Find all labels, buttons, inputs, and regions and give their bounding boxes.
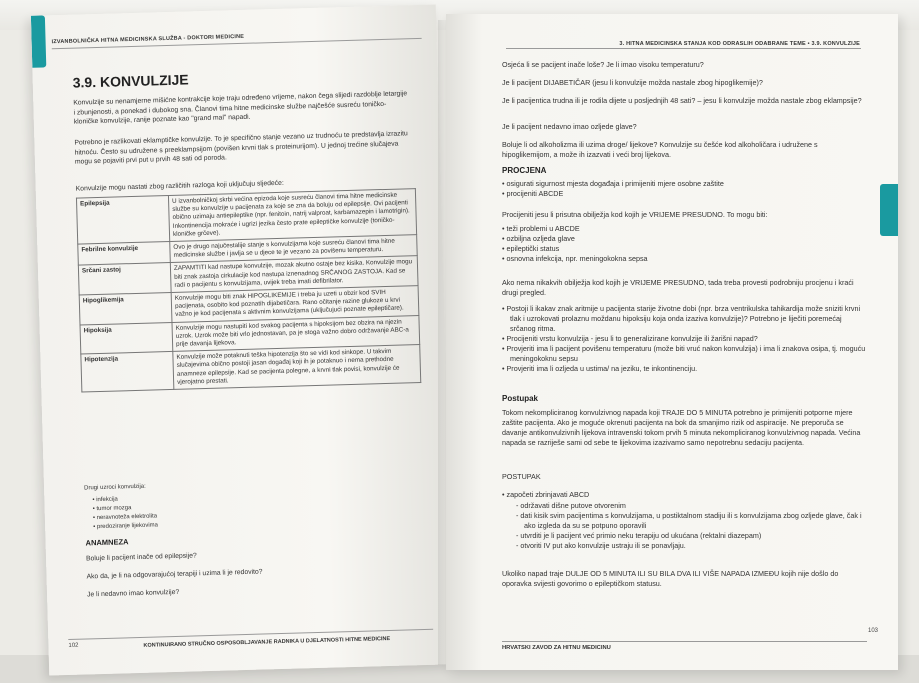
table-intro: Konvulzije mogu nastati zbog različitih razloga koji uključuju sljedeće: (75, 179, 284, 193)
history-question: Je li pacijent DIJABETIČAR (jesu li konvulzije možda nastale zbog hipoglikemije)? (502, 78, 763, 87)
running-head-left: IZVANBOLNIČKA HITNA MEDICINSKA SLUŽBA - DOKTORI MEDICINE (51, 33, 245, 46)
running-head-right: 3. HITNA MEDICINSKA STANJA KOD ODRASLIH ODABRANE TEME • 3.9. KONVULZIJE (619, 41, 860, 47)
procjena-list (502, 179, 867, 199)
no-presudno-paragraph: Ako nema nikakvih obilježja kod kojih je VRIJEME PRESUDNO, tada treba provesti podrobniju procjenu i kraći drugi pregled. (502, 278, 854, 297)
table-cell-description: Konvulzije mogu nastupiti kod svakog pacijenta s hipoksijom bez obzira na njezin uzrok. Uzrok može biti vrlo jednostavan, pa je stoga važno dobro održavanje ABC-a prije davanja lijekova. (172, 315, 420, 351)
list-item: • ozbiljna ozljeda glave (502, 234, 867, 244)
table-cell-description: ZAPAMTITI kad nastupe konvulzije, mozak akutno ostaje bez kisika. Konvulzije mogu biti znak zastoja cirkulacije kod nastupa iznenadnog SRČANOG ZASTOJA. Kad se radi o pacijentu s konvulzijama, uvijek treba imati defibrilator. (170, 256, 418, 292)
table-cell-description: Ovo je drugo najučestalije stanje s konvulzijama koje susreću članovi tima hitne medicinske službe i javlja se u djece te je vezano za povišenu temperaturu. (170, 235, 418, 263)
other-causes-label: Drugi uzroci konvulzija: (84, 483, 146, 492)
causes-table (76, 188, 421, 392)
procjena-heading: PROCJENA (502, 166, 547, 175)
table-cell-cause: Hipoksija (80, 322, 173, 354)
postupak2-list (502, 490, 867, 500)
list-item: - utvrditi je li pacijent već primio neku terapiju od ukućana (rektalni diazepam) (516, 531, 866, 541)
history-question: Osjeća li se pacijent inače loše? Je li imao visoku temperaturu? (502, 60, 704, 69)
table-row (81, 345, 421, 392)
table-cell-cause: Srčani zastoj (78, 263, 171, 295)
list-item: • infekcija (92, 494, 157, 505)
list-item: • Procijeniti vrstu konvulzija - jesu li to generalizirane konvulzije ili žarišni napad? (502, 334, 867, 344)
presudno-intro: Procijeniti jesu li prisutna obilježja kod kojih je VRIJEME PRESUDNO. To mogu biti: (502, 210, 768, 219)
list-item: - dati kisik svim pacijentima s konvulzijama, u postiktalnom stadiju ili s konvulzijama zbog ozljede glave, čak i ako izgleda da su se potpuno oporavili (516, 511, 866, 531)
intro-paragraph: Konvulzije su nenamjerne mišićne kontrakcije koje traju određeno vrijeme, nakon čega slijedi razdoblje letargije i zbunjenosti, a ponekad i dubokog sna. Članovi tima hitne medicinske službe najčešće susreću toničko- kloničke konvulzije, ranije poznate kao "grand mal" napadi. (73, 90, 408, 126)
footer-right: HRVATSKI ZAVOD ZA HITNU MEDICINU (502, 645, 611, 651)
table-cell-description: U izvanbolničkoj skrbi većina epizoda koje susreću članovi tima hitne medicinske službe su konvulzije u pacijenata za koje se zna da boluju od epilepsije. Ovi pacijenti obično uzimaju antiepileptike (npr. fenitoin, natrij valproat, karbamazepin i lamotrigin). Inkontinencija mokraće i ugrizi jezika često prate epileptičke konvulzije (toničko- kloničke grčeve). (168, 189, 416, 242)
list-item: - održavati dišne putove otvorenim (516, 501, 866, 511)
page-number-left: 102 (68, 642, 79, 649)
footer-left: KONTINUIRANO STRUČNO OSPOSOBLJAVANJE RADNIKA U DJELATNOSTI HITNE MEDICINE (143, 635, 391, 649)
list-item: • neravnoteža elektrolita (93, 512, 158, 523)
list-item: • započeti zbrinjavati ABCD (502, 490, 867, 500)
page-number-right: 103 (867, 628, 878, 634)
list-item: • Provjeriti ima li pacijent povišenu temperaturu (može biti vruć nakon konvulzija) i ima li znakova osipa, tj. moguću meningokoknu sepsu (502, 344, 867, 364)
closing-paragraph: Ukoliko napad traje DULJE OD 5 MINUTA ILI SU BILA DVA ILI VIŠE NAPADA IZMEĐU kojih nije došlo do oporavka svijesti govorimo o epileptičkom statusu. (502, 569, 839, 588)
eclampsia-paragraph: Potrebno je razlikovati eklamptičke konvulzije. To je specifično stanje vezano uz trudnoću te predstavlja izrazitu hitnoću. Često su udružene s preeklampsijom (povišen krvni tlak s proteinurijom). U jednoj trećine slučajeva mogu se pojaviti prvi put u prvih 48 sati od poroda. (74, 130, 408, 166)
list-item: • osigurati sigurnost mjesta događaja i primijeniti mjere osobne zaštite (502, 179, 867, 189)
history-question: Je li pacijent nedavno imao ozljede glave? (502, 122, 637, 131)
table-cell-description: Konvulzije mogu biti znak HIPOGLIKEMIJE i treba ju uzeti u obzir kod SVIH pacijenata, osobito kod poznatih dijabetičara. Rano očitanje razine glukoze u krvi važno je kod pacijenata s aktivnim konvulzijama (uključujući poznate epileptičare). (171, 286, 419, 322)
section-tab-left (31, 15, 46, 67)
anamneza-question: Boluje li pacijent inače od epilepsije? (85, 552, 197, 563)
postupak-heading: Postupak (502, 394, 539, 403)
list-item: - otvoriti IV put ako konvulzije ustraju ili se ponavljaju. (516, 541, 866, 551)
table-cell-cause: Hipoglikemija (79, 293, 172, 325)
list-item: • procijeniti ABCDE (502, 189, 867, 199)
other-causes-list (92, 494, 158, 532)
anamneza-heading: ANAMNEZA (85, 537, 129, 548)
list-item: • Postoji li ikakav znak aritmije u pacijenta starije životne dobi (npr. brza ventrikulska tahikardija može sniziti krvni tlak i uzrokovati prolaznu moždanu hipoksiju koja onda izaziva konvulzije)? Potrebno je liječiti poremećaj srčanog ritma. (502, 304, 867, 334)
list-item: • osnovna infekcija, npr. meningokokna sepsa (502, 254, 867, 264)
list-item: • teži problemi u ABCDE (502, 224, 867, 234)
postupak-paragraph: Tokom nekompliciranog konvulzivnog napada koji TRAJE DO 5 MINUTA potrebno je primijeniti potporne mjere zaštite pacijenta. Ako je moguće okrenuti pacijenta na bok da smanjimo rizik od aspiracije. Ne preporuča se davanje antikonvulzivnih lijekova intravenski tokom prvih 5 minuta nekompliciranog konvulzivnog napada. Većina napada se razriješe sami od sebe te lijekovima izazivamo samo nepotrebnu sedaciju pacijenta. (502, 408, 861, 447)
anamneza-question: Ako da, je li na odgovarajućoj terapiji i uzima li je redovito? (86, 568, 263, 581)
anamneza-question: Je li nedavno imao konvulzije? (86, 588, 180, 599)
left-page (31, 4, 454, 675)
history-question: Je li pacijentica trudna ili je rodila dijete u posljednjih 48 sati? – jesu li konvulzije možda nastale zbog eklampsije? (502, 96, 862, 105)
list-item: • predoziranje lijekovima (93, 521, 158, 532)
section-tab-right (880, 184, 898, 236)
list-item: • tumor mozga (93, 503, 158, 514)
postupak2-heading: POSTUPAK (502, 472, 541, 481)
table-cell-cause: Epilepsija (76, 196, 169, 245)
right-page (446, 14, 898, 670)
list-item: • Provjeriti ima li ozljeda u ustima/ na jeziku, te inkontinenciju. (502, 364, 867, 374)
footer-rule-right (502, 641, 867, 642)
postupak2-sublist (516, 501, 866, 551)
presudno-list (502, 224, 867, 264)
table-cell-description: Konvulzije može potaknuti teška hipotenzija što se vidi kod sinkope. U takvim slučajevima obično postoji jasan događaj koji ih je potaknuo i nema prethodne anamneze epilepsije. Kad se pacijenta polegne, a krvni tlak povisi, konvulzije će vjerojatno prestati. (173, 345, 421, 390)
history-question: Boluje li od alkoholizma ili uzima droge/ lijekove? Konvulzije su češće kod alkoholičara i udružene s hipoglikemijom, a može ih izazvati i veći broj lijekova. (502, 140, 818, 159)
list-item: • epileptički status (502, 244, 867, 254)
section-title: 3.9. KONVULZIJE (72, 71, 189, 91)
header-rule-right (506, 48, 861, 49)
table-cell-cause: Hipotenzija (81, 352, 174, 392)
table-cell-cause: Febrilne konvulzije (78, 242, 171, 266)
checks-list (502, 304, 867, 374)
